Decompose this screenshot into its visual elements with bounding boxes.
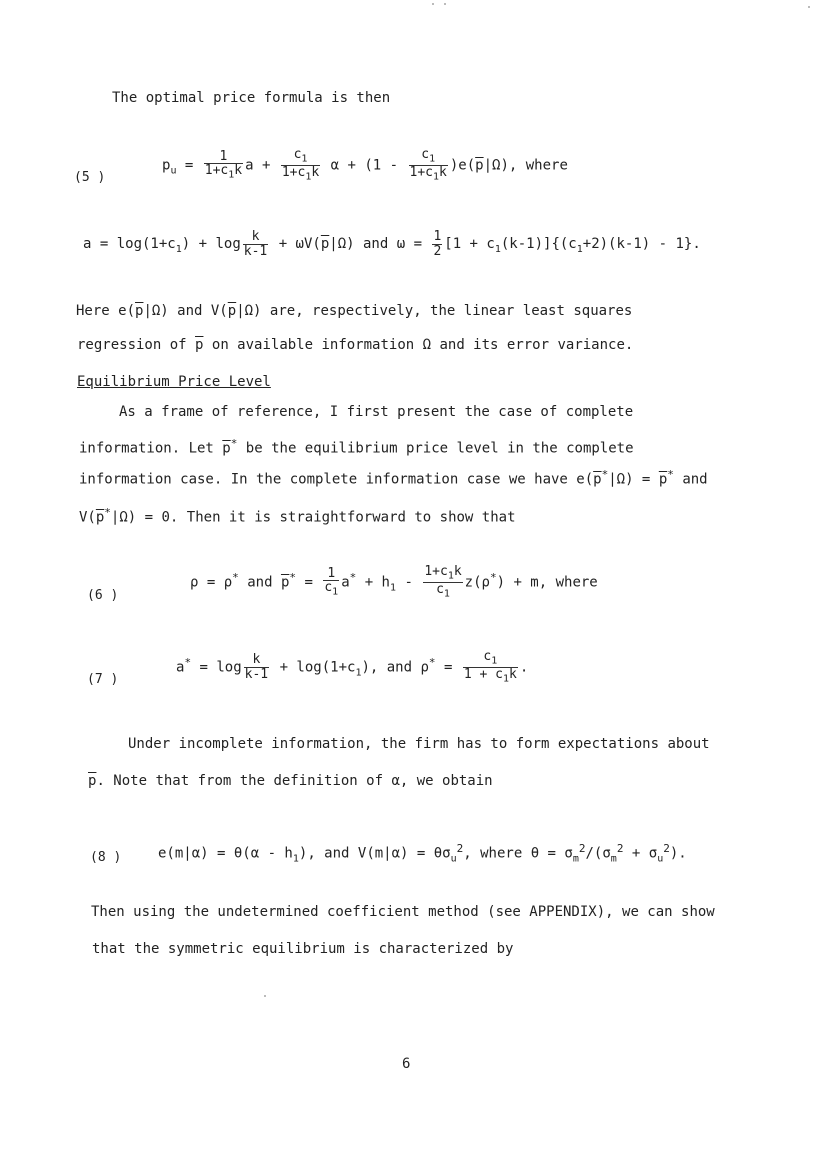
paragraph-3-line-2: $\overline{p}$. Note that from the definition of α, we obtain <box>88 773 493 789</box>
intro-text: The optimal price formula is then <box>112 90 391 106</box>
scan-dot <box>444 3 446 5</box>
paragraph-1-line-1: Here $e(\overline{p}|\Omega)$ and $V(\overline{p}|\Omega)$ are, respectively, the linear least squares <box>76 303 633 319</box>
scan-dot <box>808 6 810 8</box>
equation-a-definition: $a = \log(1+c_1) + \log$ $\frac{k}{k-1}$ + $\omega V(\overline{p}|\Omega)$ and ω = $\frac{1}{2}$ $[1 + c_1(k-1)]\{(c_1+2)(k-1) - 1\}$. <box>83 229 701 259</box>
paragraph-4-line-1: Then using the undetermined coefficient method (see APPENDIX), we can show <box>91 904 715 920</box>
paragraph-2-line-3: information case. In the complete information case we have $e(\overline{p}^*|\Omega) = \overline{p}^*$ and <box>79 468 708 488</box>
equation-6-label: (6 ) <box>87 588 119 603</box>
equation-7-label: (7 ) <box>87 672 119 687</box>
equation-8: $e(m|\alpha) = \theta(\alpha - h_1)$, and $V(m|\alpha) = \theta\sigma_u^2$, where $\theta = \sigma_m^2/(\sigma_m^2 + \sigma_u^2)$. <box>158 842 687 865</box>
paragraph-3-line-1: Under incomplete information, the firm has to form expectations about <box>128 736 710 752</box>
paragraph-2-line-4: $V(\overline{p}^*|\Omega) = 0$. Then it is straightforward to show that <box>79 506 516 526</box>
section-heading: Equilibrium Price Level <box>77 374 271 390</box>
page-number: 6 <box>402 1056 411 1072</box>
paragraph-2-line-1: As a frame of reference, I first present the case of complete <box>119 404 634 420</box>
equation-5: $p_u$ = $\frac{1}{1+c_1k}$ a + $\frac{c_1}{1+c_1k}$ α + (1 - $\frac{c_1}{1+c_1k}$ )$e(\overline{p}|\Omega)$, where <box>162 147 568 183</box>
scan-dot <box>264 995 266 997</box>
scan-dot <box>432 3 434 5</box>
paragraph-1-line-2: regression of $\overline{p}$ on available information Ω and its error variance. <box>77 337 634 353</box>
equation-6: ρ = ρ* and $\overline{p}^*$ = $\frac{1}{c_1}$ $a^* + h_1$ - $\frac{1+c_1k}{c_1}$ z(ρ*) + m, where <box>190 564 598 600</box>
paragraph-4-line-2: that the symmetric equilibrium is characterized by <box>92 941 514 957</box>
paragraph-2-line-2: information. Let $\overline{p}^*$ be the equilibrium price level in the complete <box>79 437 634 457</box>
equation-8-label: (8 ) <box>90 850 122 865</box>
equation-5-label: (5 ) <box>74 170 106 185</box>
equation-7: a* = log $\frac{k}{k-1}$ + $\log(1+c_1)$, and ρ* = $\frac{c_1}{1 + c_1k}$ . <box>176 649 529 685</box>
